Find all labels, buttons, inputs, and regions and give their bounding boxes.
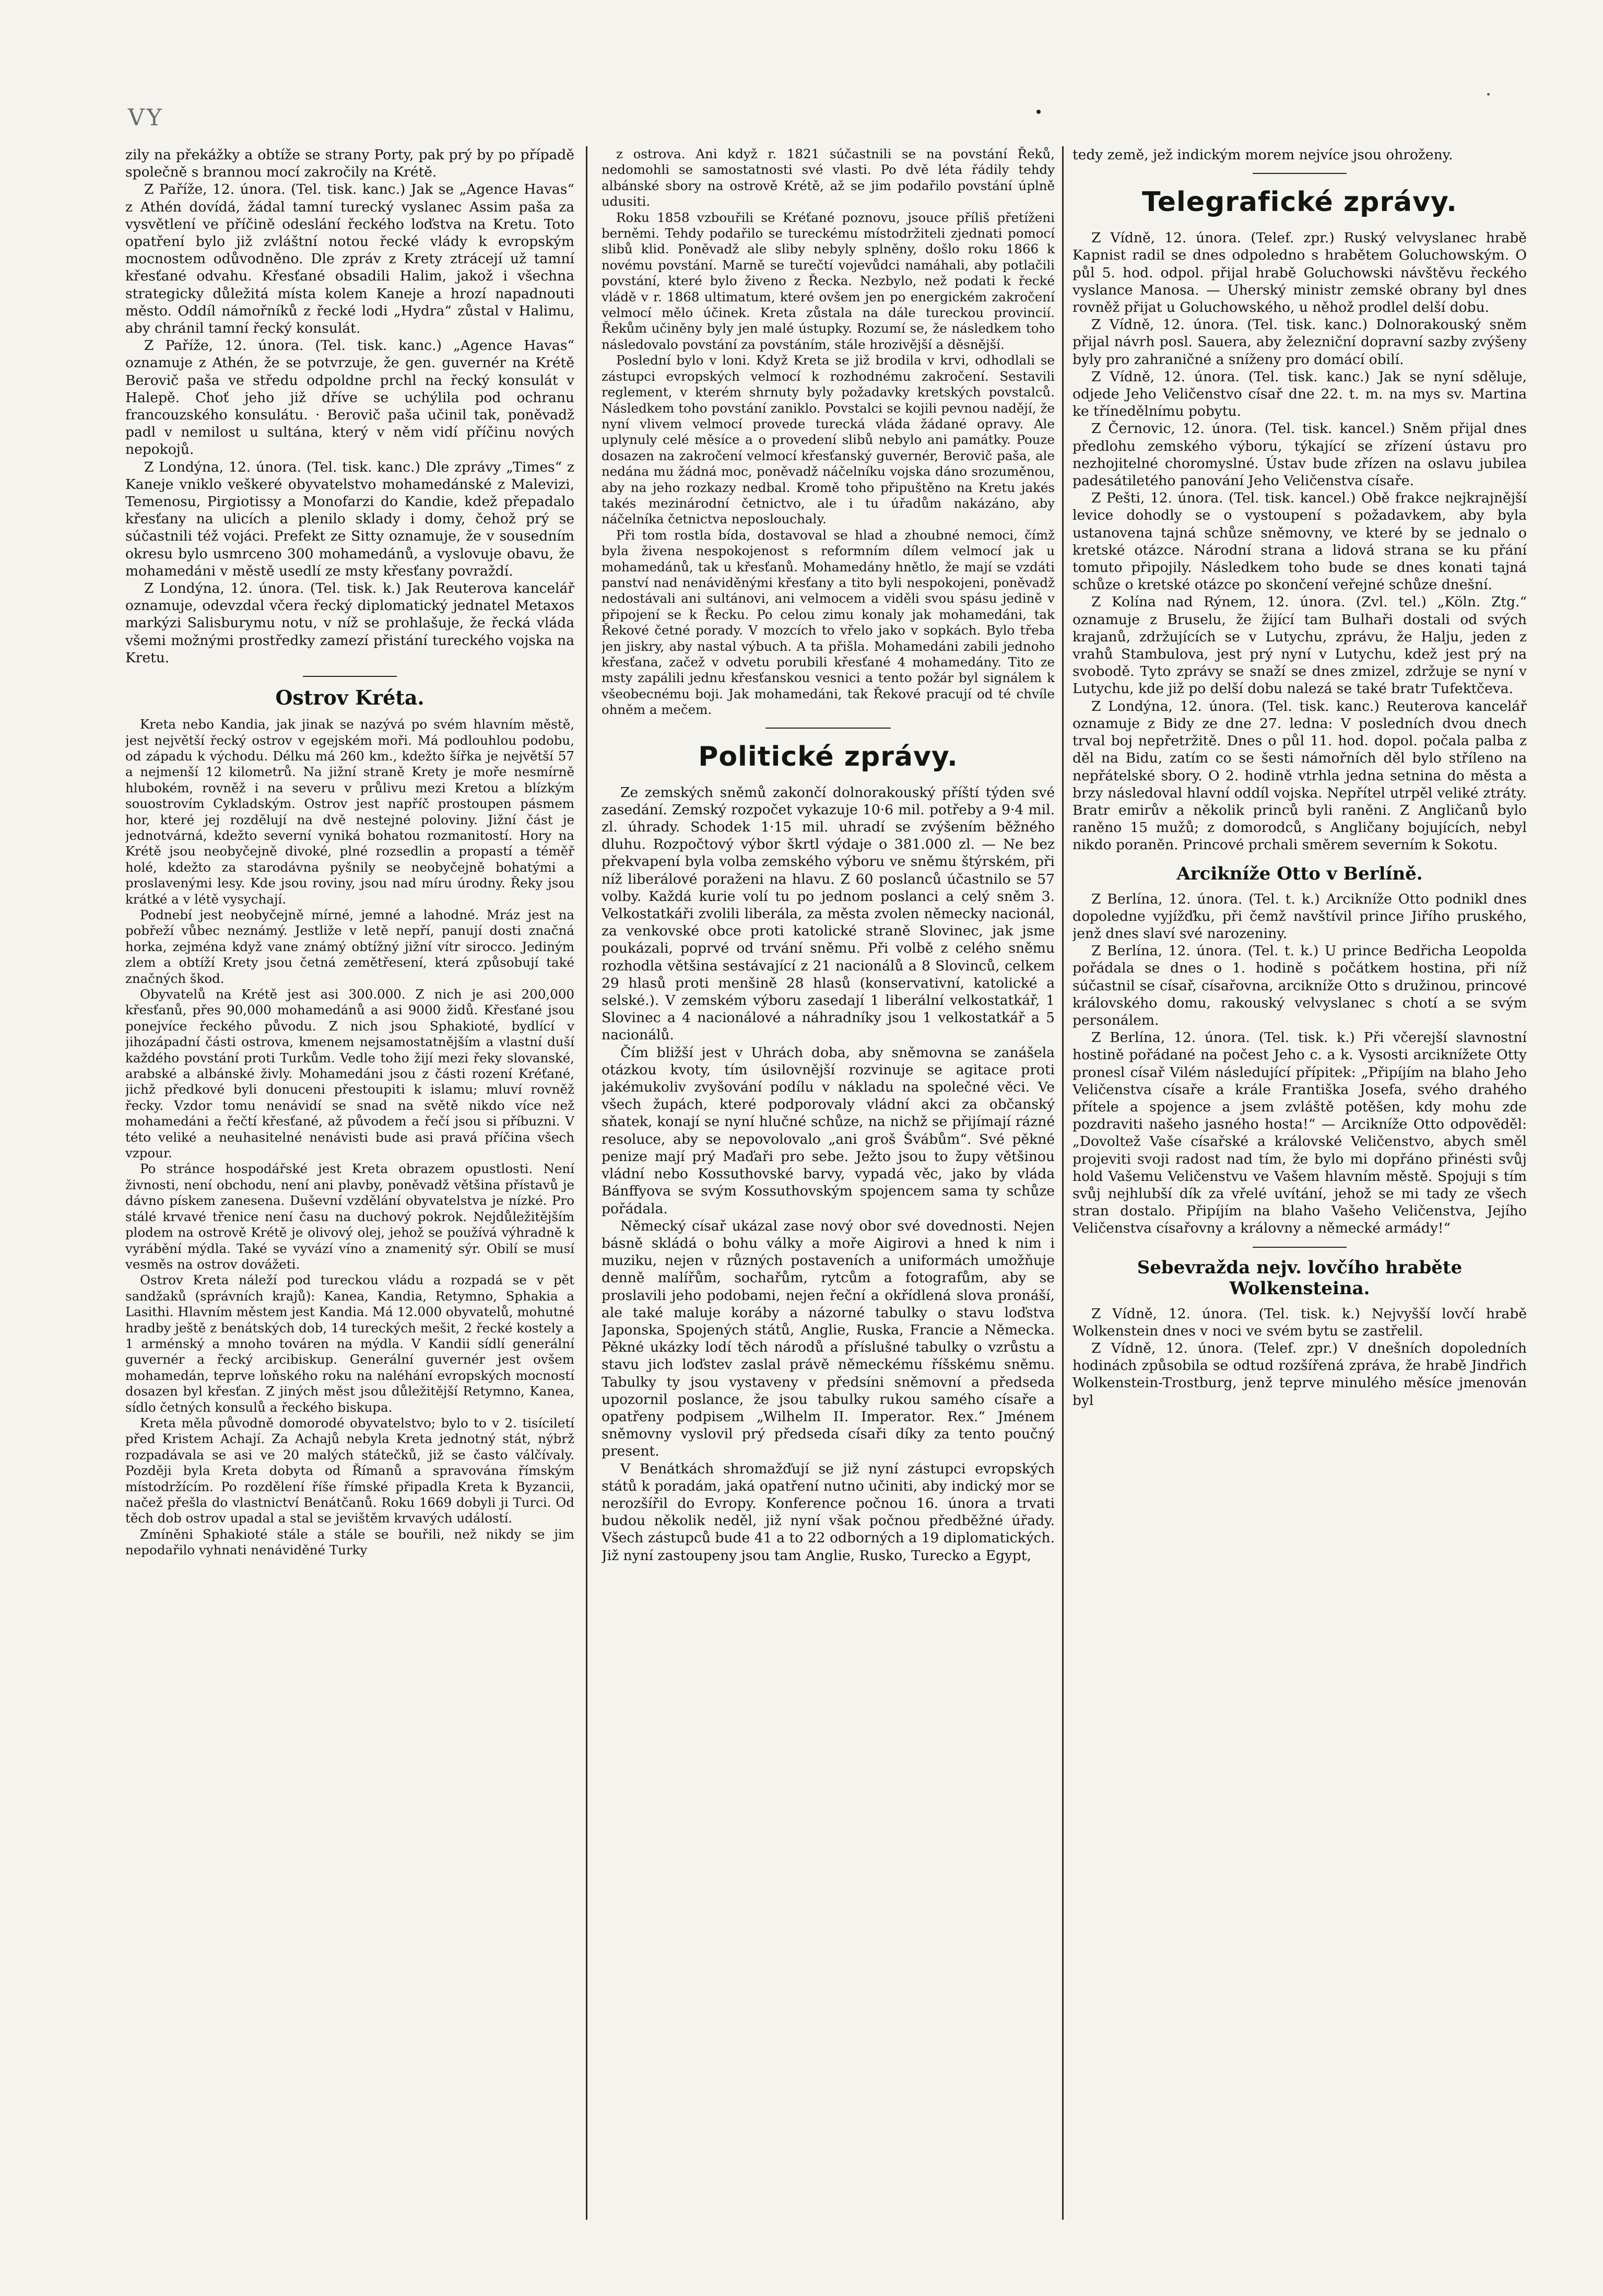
article-paragraph: zily na překážky a obtíže se strany Porty, pak prý by po případě společně s brannou mocí zakročily na Krétě.: [125, 147, 574, 181]
article-paragraph: Z Paříže, 12. února. (Tel. tisk. kanc.) Jak se „Agence Havas“ z Athén dovídá, žádal tamní turecký vyslanec Assim paša za vysvětlení ve příčině odeslání řeckého loďstva na Kretu. Toto opatření bylo již zvláštní notou řecké vlády k evropským mocnostem odůvodněno. Dle zpráv z Krety ztrácejí už tamní křesťané odvahu. Křesťané obsadili Halim, jakož i všechna strategicky důležitá místa kolem Kaneje a hrozí napadnouti město. Oddíl námořníků z řecké lodi „Hydra“ zůstal v Halimu, aby chránil tamní řecký konsulát.: [125, 181, 574, 337]
article-paragraph: Z Kolína nad Rýnem, 12. února. (Zvl. tel.) „Köln. Ztg.“ oznamuje z Bruselu, že žijící tam Bulhaři dostali od svých krajanů, zdržujících se v Lutychu, zprávu, že Halju, jeden z vrahů Stambulova, jest prý nyní v Lutychu, kdež jest prý na svobodě. Tyto zprávy se snaží se dnes zmizel, zdržuje se nyní v Lutychu, kde již po delší dobu nalezá se také bratr Tufektčeva.: [1072, 594, 1527, 697]
article-paragraph: Podnebí jest neobyčejně mírné, jemné a lahodné. Mráz jest na pobřeží vůbec neznámý. Jestliže v letě nepří, panují dosti značná horka, zejména když vane známý obtížný jižní vítr sirocco. Jediným zlem a obtíží Krety jsou četná zemětřesení, která způsobují také značných škod.: [125, 907, 574, 986]
article-paragraph: Roku 1858 vzbouřili se Kréťané poznovu, jsouce příliš přetíženi berněmi. Tehdy podařilo se tureckému místodržiteli zjednati pomocí slibů klid. Poněvadž ale sliby nebyly splněny, došlo roku 1866 k novému povstání. Marně se turečtí vojevůdci namáhali, aby potlačili povstání, které bylo živeno z Řecka. Nezbylo, než podati k řecké vládě v r. 1868 ultimatum, které ovšem jen po energickém zakročení velmocí mělo účinek. Kreta zůstala na dále tureckou provincií. Řekům učiněny byly jen malé ústupky. Rozumí se, že následkem toho následovalo povstání za povstáním, stále hrozivější a děsnější.: [602, 209, 1055, 352]
article-paragraph: Z Paříže, 12. února. (Tel. tisk. kanc.) „Agence Havas“ oznamuje z Athén, že se potvrzuje, že gen. guvernér na Krétě Berovič paša ve středu odpoldne prchl na řecký konsulát v Halepě. Choť jeho již dříve se uchýlila pod ochranu francouzského konsulátu. · Berovič paša učinil tak, poněvadž padl v nemilost u sultána, který v něm vidí příčinu nových nepokojů.: [125, 337, 574, 458]
article-paragraph: Kreta měla původně domorodé obyvatelstvo; bylo to v 2. tisíciletí před Kristem Achají. Za Achajů nebyla Kreta jednotný stát, nýbrž rozpadávala se asi ve 20 malých státečků, již se často válčívaly. Později byla Kreta dobyta od Římanů a spravována římským místodržícím. Po rozdělení říše římské připadla Kreta k Byzancii, načež přešla do vlastnictví Benátčanů. Roku 1669 dobyli ji Turci. Od těch dob ostrov upadal a stal se jevištěm krvavých událostí.: [125, 1415, 574, 1526]
section-heading: Sebevražda nejv. lovčího hraběte Wolkensteina.: [1137, 1257, 1463, 1299]
article-paragraph: Poslední bylo v loni. Když Kreta se již brodila v krvi, odhodlali se zástupci evropských velmocí k rozhodnému zakročení. Sestavili reglement, v kterém shrnuty byly požadavky kretských povstalců. Následkem toho povstání zaniklo. Povstalci se kojili pevnou nadějí, že nyní vlivem velmocí provede turecká vláda žádané opravy. Ale uplynuly celé měsíce a o provedení slibů nebylo ani památky. Pouze dosazen na zakročení velmocí křesťanský guvernér, Berovič paša, ale nedána mu žádná moc, poněvadž náčelníku vojska dáno srozuměnou, aby na jeho rozkazy nedbal. Kromě toho připuštěno na Kretu jakés takés mezinárodní četnictvo, ale i tu úřadům nakázáno, aby náčelníka četnictva neposlouchaly.: [602, 353, 1055, 527]
article-paragraph: Z Berlína, 12. února. (Tel. t. k.) U prince Bedřicha Leopolda pořádala se dnes o 1. hodině s počátkem hostina, při níž súčastnil se císař, císařovna, arcikníže Otto s družinou, princové královského domu, rakouský velvyslanec s chotí a se svým personálem.: [1072, 943, 1527, 1028]
column-middle: [602, 146, 1055, 2225]
column-divider: [586, 146, 587, 2220]
article-paragraph: Z Černovic, 12. února. (Tel. tisk. kancel.) Sněm přijal dnes předlohu zemského výboru, týkající se zřízení ústavu pro nezhojitelné choromyslné. Ústav bude zřízen na oslavu jubilea padesátiletého panování Jeho Veličenstva císaře.: [1072, 420, 1527, 489]
section-heading: Politické zprávy.: [698, 741, 958, 772]
article-paragraph: Z Vídně, 12. února. (Telef. zpr.) V dnešních dopoledních hodinách způsobila se odtud rozšířená zpráva, že hrabě Jindřich Wolkenstein-Trostburg, jenž teprve minulého měsíce jmenován byl: [1072, 1340, 1527, 1409]
section-divider: [303, 676, 397, 677]
article-paragraph: Při tom rostla bída, dostavoval se hlad a zhoubné nemoci, čímž byla živena nespokojenost s reformním dílem velmocí jak u mohamedánů, tak u křesťanů. Mohamedány hnětlo, že mají se vzdáti panství nad nenáviděnými křesťany a tito byli nespokojeni, poněvadž nedostávali ani sultánovi, ani velmocem a viděli svou spásu jedině v připojení se k Řecku. Po celou zimu konaly jak mohamedáni, tak Řekové četné porady. V mozcích to vřelo jako v sopkách. Bylo třeba jen jiskry, aby nastal výbuch. A ta přišla. Mohamedáni zabili jednoho křesťana, začež v odvetu porubili křesťané 4 mohamedány. Tito ze msty zapálili jednu křesťanskou vesnici a tento požár byl signálem k všeobecnému boji. Jak mohamedáni, tak Řekové pracují od té chvíle ohněm a mečem.: [602, 527, 1055, 718]
article-paragraph: Z Londýna, 12. února. (Tel. tisk. k.) Jak Reuterova kancelář oznamuje, odevzdal včera řecký diplomatický jednatel Metaxos markýzi Salisburymu notu, v níž se prohlašuje, že řecká vláda všemi možnými prostředky zamezí přistání tureckého vojska na Kretu.: [125, 580, 574, 666]
column-left: [125, 146, 574, 2225]
section-divider: [1253, 1247, 1347, 1248]
article-paragraph: Z Vídně, 12. února. (Tel. tisk. kanc.) Dolnorakouský sněm přijal návrh posl. Sauera, aby železniční dopravní sazby zvýšeny byly pro zahraničné a sníženy pro domácí obilí.: [1072, 317, 1527, 368]
section-divider: [765, 728, 891, 729]
article-paragraph: Zmíněni Sphakioté stále a stále se bouřili, než nikdy se jim nepodařilo vyhnati nenáviděné Turky: [125, 1526, 574, 1558]
article-paragraph: Obyvatelů na Krétě jest asi 300.000. Z nich je asi 200,000 křesťanů, přes 90,000 mohamedánů a asi 9000 židů. Křesťané jsou ponejvíce řeckého původu. Z nich jsou Sphakioté, bydlící v jihozápadní části ostrova, kmenem nejsamostatnějším a vlastní duší každého povstání proti Turkům. Vedle toho žijí mezi řeky slovanské, arabské a albánské živly. Mohamedáni jsou z části rození Kréťané, jichž předkové byli donuceni přestoupiti k islamu; mluví rovněž řecky. Vzdor tomu nenávidí se snad na světě nikdo více než mohamedáni a řečtí křesťané, až původem a řečí jsou si příbuzni. V této veliké a neuhasitelné nenávisti bude asi pravá příčina všech vzpour.: [125, 987, 574, 1161]
article-paragraph: Ostrov Kreta náleží pod tureckou vládu a rozpadá se v pět sandžaků (správních krajů): Kanea, Kandia, Retymno, Sphakia a Lasithi. Hlavním městem jest Kandia. Má 12.000 obyvatelů, mohutné hradby ještě z benátských dob, 14 tureckých mešit, 2 řecké kostely a 1 arménský a mnoho továren na mýdla. V Kandii sídlí generální guvernér a řecký arcibiskup. Generální guvernér jest ovšem mohamedán, teprve loňského roku na naléhání evropských mocností dosazen byl křesťan. Z jiných měst jsou důležitější Retymno, Kanea, sídlo četných konsulů a řeckého biskupa.: [125, 1272, 574, 1415]
article-paragraph: Z Berlína, 12. února. (Tel. t. k.) Arcikníže Otto podnikl dnes dopoledne vyjížďku, při čemž navštívil prince Jiřího pruského, jenž dnes slaví své narozeniny.: [1072, 891, 1527, 942]
article-paragraph: Německý císař ukázal zase nový obor své dovednosti. Nejen básně skládá o bohu války a moře Aigirovi a hned k nim i muziku, nejen v různých postaveních a uniformách umožňuje denně malířům, sochařům, rytcům a fotografům, aby se proslavili jeho podobami, nejen řeční a okřídlená slova pronáší, ale také maluje koráby a názorné tabulky o stavu loďstva Japonska, Spojených států, Anglie, Ruska, Francie a Německa. Pěkné ukázky lodí těch národů a příslušné tabulky o vzrůstu a stavu jich loďstev zaslal právě německému říšskému sněmu. Tabulky ty jsou vystaveny v předsíni sněmovní a předseda upozornil poslance, že jsou tabulky rukou samého císaře a opatřeny podpisem „Wilhelm II. Imperator. Rex.“ Jménem sněmovny vyslovil prý předseda císaři díky za tento poučný present.: [602, 1217, 1055, 1460]
article-paragraph: Z Vídně, 12. února. (Telef. zpr.) Ruský velvyslanec hrabě Kapnist radil se dnes odpoledno s hrabětem Goluchowským. O půl 5. hod. odpol. přijal hrabě Goluchowski návštěvu řeckého vyslance Manosa. — Uherský ministr zemské obrany byl dnes rovněž přijat u Goluchowského, u něhož prodlel delší dobu.: [1072, 230, 1527, 316]
article-paragraph: Kreta nebo Kandia, jak jinak se nazývá po svém hlavním městě, jest největší řecký ostrov v egejském moři. Má podlouhlou podobu, od západu k východu. Délku má 260 km., kdežto šířka je největší 57 a nejmenší 12 kilometrů. Na jižní straně Krety je moře nesmírně hlubokém, rovněž i na severu v průlivu mezi Kretou a blízkým souostrovím Cykladským. Ostrov jest napříč prostoupen pásmem hor, které jej rozdělují na dvě nestejné poloviny. Jižní část je jednotvárná, kdežto severní vyniká bohatou rozmanitostí. Hory na Krétě jsou neobyčejně divoké, plné rozsedlin a propastí a téměř holé, kdežto za starodávna pyšnily se neobyčejně bohatými a proslavenými lesy. Kde jsou roviny, jsou nad míru úrodny. Řeky jsou krátké a v létě vysychají.: [125, 717, 574, 907]
article-paragraph: Z Pešti, 12. února. (Tel. tisk. kancel.) Obě frakce nejkrajnější levice dohodly se o vystoupení s požadavkem, aby byla ustanovena tajná schůze sněmovny, ve které by se jednalo o kretské otázce. Národní strana a lidová strana se ku přání tomuto připojily. Následkem toho bude se dnes konati tajná schůze o kretské otázce po skončení veřejné schůze dnešní.: [1072, 490, 1527, 593]
article-paragraph: Čím bližší jest v Uhrách doba, aby sněmovna se zanášela otázkou kvoty, tím úsilovnější rozvinuje se agitace proti jakémukoliv zvyšování podílu v nákladu na společné věci. Ve všech župách, které podporovaly vládní akci za občanský sňatek, konají se nyní hlučné schůze, na nichž se přijímají rázné resoluce, aby se nepovolovalo „ani groš Švábům“. Své pěkné penize mají prý Maďaři pro sebe. Ježto jsou to župy většinou vládní nebo Kossuthovské barvy, vypadá věc, jako by vláda Bánffyova se svým Kossuthovským spojencem sama ty schůze pořádala.: [602, 1044, 1055, 1217]
section-heading: Arcikníže Otto v Berlíně.: [1176, 863, 1423, 884]
article-paragraph: Z Berlína, 12. února. (Tel. tisk. k.) Při včerejší slavnostní hostině pořádané na počest Jeho c. a k. Vysosti arciknížete Otty pronesl císař Vilém následující přípitek: „Připíjím na blaho Jeho Veličenstva císaře a krále Františka Josefa, svého drahého přítele a spojence a jsem zvláště potěšen, kdy mohu zde pozdraviti našeho jasného hosta!“ — Arcikníže Otto odpověděl: „Dovoltež Vaše císařské a královské Veličenstvo, abych směl projeviti svoji radost nad tím, že bylo mi dopřáno přinésti svůj hold Vašemu Veličenstvu ve Vašem hlavním městě. Spojuji s tím svůj nejhlubší dík za vřelé uvítání, jehož se mi tady ze všech stran dostalo. Připíjím na blaho Vašeho Veličenstva, Jejího Veličenstva císařovny a královny a německé armády!“: [1072, 1029, 1527, 1237]
article-paragraph: Z Vídně, 12. února. (Tel. tisk. k.) Nejvyšší lovčí hrabě Wolkenstein dnes v noci ve svém bytu se zastřelil.: [1072, 1305, 1527, 1339]
article-body: [125, 717, 574, 1559]
article-paragraph: Z Londýna, 12. února. (Tel. tisk. kanc.) Dle zprávy „Times“ z Kaneje vniklo veškeré obyvatelstvo mohamedánské z Malevizi, Temenosu, Pirgiotissy a Monofarzi do Kandie, kdež přepadalo křesťany na ulicích a plenilo sklady i domy, čehož prý se súčastnili též vojáci. Prefekt ze Sitty oznamuje, že v sousedním okresu bylo usmrceno 300 mohamedánů, a vyslovuje obavu, že mohamedáni v městě usedlí ze msty křesťany povraždí.: [125, 459, 574, 579]
ink-dot: [1487, 93, 1490, 96]
article-paragraph: Po stránce hospodářské jest Kreta obrazem opustlosti. Není živnosti, není obchodu, není ani plavby, poněvadž většina přístavů je dávno pískem zanesena. Duševní vzdělání obyvatelstva je nízké. Pro stálé krvavé třenice není času na duchový pokrok. Nejdůležitějším plodem na ostrově Krétě je olivový olej, jehož se používá výhradně k vyrábění mýdla. Také se vyvází víno a znamenitý sýr. Obilí se musí vesměs na ostrov dovážeti.: [125, 1161, 574, 1272]
ink-dot: [1036, 110, 1041, 114]
article-paragraph: tedy země, jež indickým morem nejvíce jsou ohroženy.: [1072, 147, 1453, 163]
article-paragraph: V Benátkách shromažďují se již nyní zástupci evropských států k poradám, jaká opatření nutno učiniti, aby indický mor se nerozšířil do Evropy. Konference počnou 16. února a trvati budou několik neděl, již nyní však počnou předběžné úřady. Všech zástupců bude 41 a to 22 odborných a 19 diplomatických. Již nyní zastoupeny jsou tam Anglie, Rusko, Turecko a Egypt,: [602, 1460, 1055, 1564]
article-paragraph: z ostrova. Ani když r. 1821 súčastnili se na povstání Řeků, nedomohli se samostatnosti své vlasti. Po dvě léta řádily tehdy albánské sbory na ostrově Krétě, až se jim podařilo povstání úplně udusiti.: [602, 146, 1055, 209]
article-body: [602, 146, 1055, 718]
article-paragraph: Z Londýna, 12. února. (Tel. tisk. kanc.) Reuterova kancelář oznamuje z Bidy ze dne 27. ledna: V posledních dvou dnech trval boj nepřetržitě. Dnes o půl 11. hod. dopol. počala palba z děl na Bidu, zatím co se šesti námořních děl bylo stříleno na nepřátelské sbory. O 2. hodině vtrhla jedna setnina do města a brzy následoval hlavní oddíl vojska. Nepřítel utrpěl veliké ztráty. Bratr emirův a několik princů byli raněni. Z Angličanů bylo raněno 15 mužů; z domorodců, s Angličany bojujících, nebyl nikdo poraněn. Princové prchali směrem severním k Sokotu.: [1072, 698, 1527, 853]
article-paragraph: Z Vídně, 12. února. (Tel. tisk. kanc.) Jak se nyní sděluje, odjede Jeho Veličenstvo císař dne 22. t. m. na mys sv. Martina ke třínedělnímu pobytu.: [1072, 368, 1527, 420]
column-divider: [1062, 146, 1064, 2220]
section-heading: Ostrov Kréta.: [275, 686, 425, 710]
section-heading: Telegrafické zprávy.: [1142, 186, 1457, 218]
page-header-mark: VY: [128, 104, 164, 131]
article-paragraph: Ze zemských sněmů zakončí dolnorakouský příští týden své zasedání. Zemský rozpočet vykazuje 10·6 mil. potřeby a 9·4 mil. zl. úhrady. Schodek 1·15 mil. uhradí se zvýšením běžného dluhu. Rozpočtový výbor škrtl výdaje o 381.000 zl. — Ne bez překvapení byla volba zemského výboru ve sněmu štýrském, při níž liberálové poraženi na hlavu. Z 60 poslanců účastnilo se 57 volby. Každá kurie volí tu po jednom poslanci a celý sněm 3. Velkostatkáři zvolili liberála, za města zvolen německy nacionál, za venkovské obce proti katolické straně Slovinec, jak jsme poukázali, poprvé od trvání sněmu. Při volbě z celého sněmu rozhodla většina sestávající z 21 nacionálů a 8 Slovinců, celkem 29 hlasů proti menšině 28 hlasů (konservativní, katolické a selské.). V zemském výboru zasedají 1 liberální velkostatkář, 1 Slovinec a 4 nacionálové a náhradníky jsou 1 velkostatkář a 5 nacionálů.: [602, 784, 1055, 1044]
section-divider: [1253, 173, 1347, 174]
column-right: [1072, 146, 1527, 2225]
